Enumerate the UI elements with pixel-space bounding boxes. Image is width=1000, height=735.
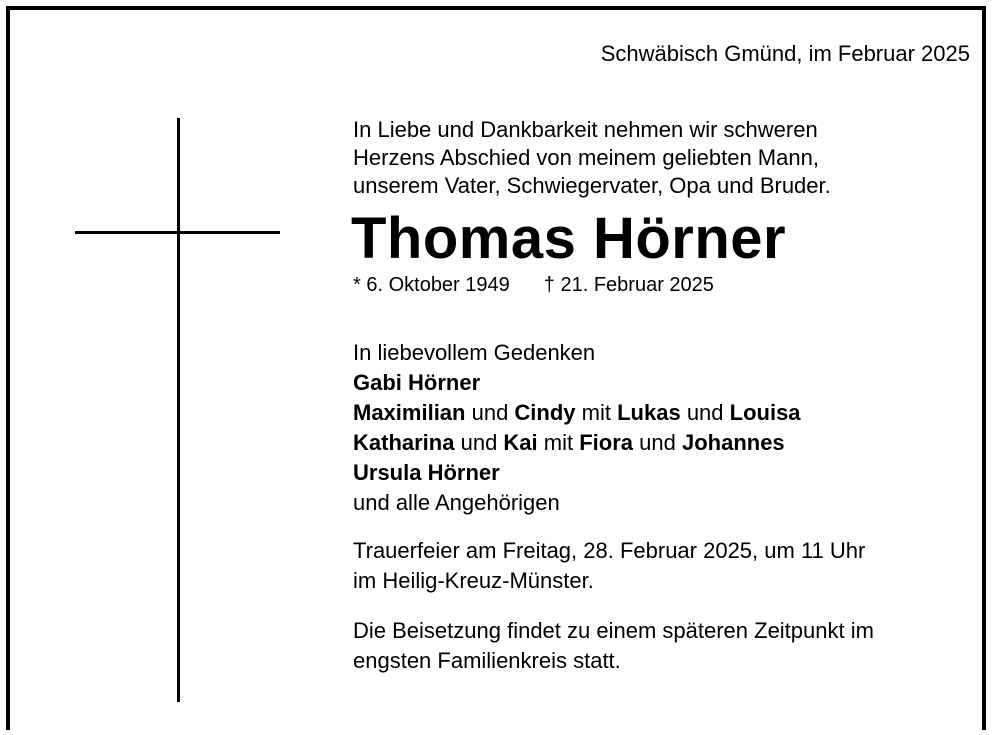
- mourner-family-line: [353, 398, 973, 428]
- connector-text: und: [465, 400, 515, 425]
- mourner-name: Johannes: [681, 430, 785, 455]
- ceremony-info: [353, 536, 973, 596]
- connector-text: und: [633, 430, 682, 455]
- mourner-family-line: [353, 428, 973, 458]
- burial-line: Die Beisetzung findet zu einem späteren Zeitpunkt im: [353, 618, 874, 643]
- intro-line: Herzens Abschied von meinem geliebten Mann,: [353, 145, 819, 170]
- mourner-name: Lukas: [617, 400, 681, 425]
- mourners-others: und alle Angehörigen: [353, 490, 560, 515]
- mourner-name: Maximilian: [353, 400, 466, 425]
- mourner-spouse: Gabi Hörner: [353, 370, 481, 395]
- ceremony-line: Trauerfeier am Freitag, 28. Februar 2025, um 11 Uhr: [353, 538, 866, 563]
- connector-text: mit: [575, 400, 618, 425]
- connector-text: und: [454, 430, 504, 455]
- mourner-sibling: Ursula Hörner: [353, 460, 500, 485]
- mourner-name: Kai: [503, 430, 538, 455]
- mourners-heading: In liebevollem Gedenken: [353, 340, 596, 365]
- burial-info: [353, 616, 973, 676]
- intro-text: [353, 116, 973, 200]
- ceremony-line: im Heilig-Kreuz-Münster.: [353, 568, 594, 593]
- intro-line: unserem Vater, Schwiegervater, Opa und Bruder.: [353, 173, 831, 198]
- birth-date: * 6. Oktober 1949: [353, 274, 510, 296]
- burial-line: engsten Familienkreis statt.: [353, 648, 621, 673]
- deceased-name: Thomas Hörner: [351, 206, 787, 271]
- connector-text: mit: [537, 430, 580, 455]
- mourner-name: Fiora: [579, 430, 634, 455]
- intro-line: In Liebe und Dankbarkeit nehmen wir schweren: [353, 117, 818, 142]
- mourner-name: Katharina: [353, 430, 455, 455]
- mourners-list: [353, 338, 973, 518]
- notice-content: [353, 116, 973, 676]
- place-and-date: Schwäbisch Gmünd, im Februar 2025: [600, 41, 970, 66]
- cross-icon-vertical-bar: [177, 118, 180, 702]
- death-date: † 21. Februar 2025: [543, 274, 714, 296]
- connector-text: und: [680, 400, 730, 425]
- mourner-name: Louisa: [729, 400, 801, 425]
- life-dates: [353, 272, 973, 298]
- cross-icon-horizontal-bar: [75, 231, 280, 234]
- mourner-name: Cindy: [514, 400, 576, 425]
